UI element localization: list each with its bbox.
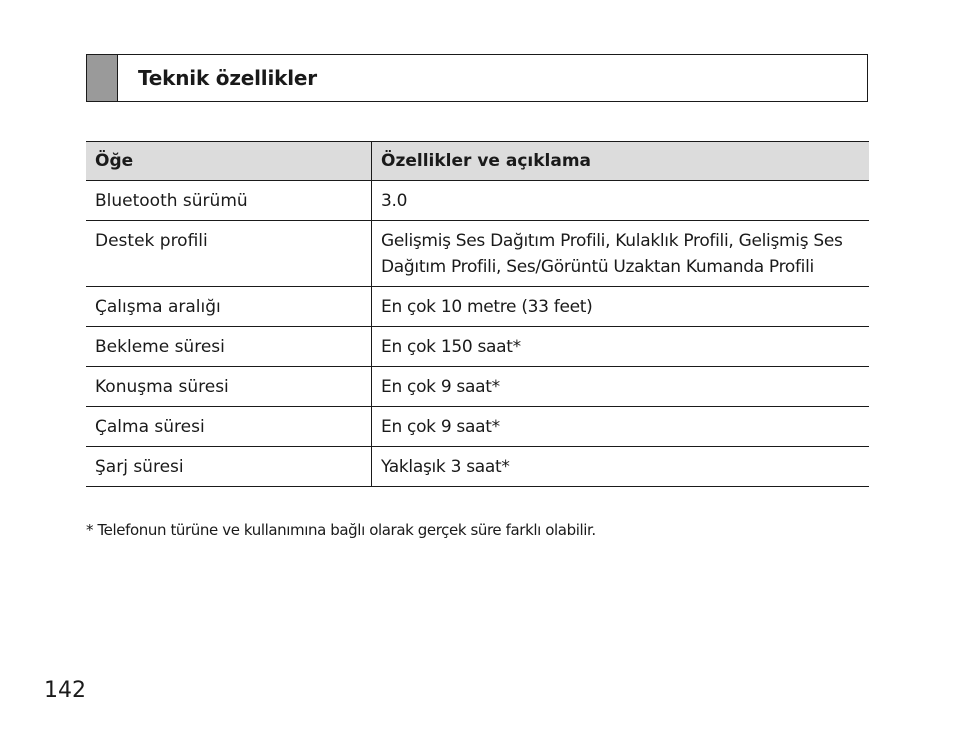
row-value-cell: 3.0	[372, 181, 870, 221]
table-row	[86, 221, 869, 287]
column-header-item: Öğe	[86, 142, 372, 181]
table-row	[86, 447, 869, 487]
specifications-table	[86, 141, 869, 487]
table-row	[86, 407, 869, 447]
row-value-cell: En çok 10 metre (33 feet)	[372, 287, 870, 327]
column-header-description: Özellikler ve açıklama	[372, 142, 870, 181]
table-row	[86, 181, 869, 221]
row-item-cell: Bekleme süresi	[86, 327, 372, 367]
section-header	[86, 54, 868, 102]
row-item-cell: Destek profili	[86, 221, 372, 287]
table-header-row	[86, 142, 869, 181]
row-item-cell: Konuşma süresi	[86, 367, 372, 407]
row-item-cell: Bluetooth sürümü	[86, 181, 372, 221]
row-value-cell: En çok 9 saat*	[372, 367, 870, 407]
section-title: Teknik özellikler	[138, 66, 317, 90]
row-item-cell: Şarj süresi	[86, 447, 372, 487]
table-row	[86, 327, 869, 367]
row-value-cell: En çok 150 saat*	[372, 327, 870, 367]
row-value-cell: Gelişmiş Ses Dağıtım Profili, Kulaklık Profili, Gelişmiş Ses Dağıtım Profili, Ses/Görüntü Uzaktan Kumanda Profili	[372, 221, 870, 287]
page-number: 142	[44, 678, 86, 703]
row-item-cell: Çalışma aralığı	[86, 287, 372, 327]
row-item-cell: Çalma süresi	[86, 407, 372, 447]
table-row	[86, 367, 869, 407]
section-marker	[87, 55, 118, 101]
table-row	[86, 287, 869, 327]
row-value-cell: En çok 9 saat*	[372, 407, 870, 447]
footnote: * Telefonun türüne ve kullanımına bağlı olarak gerçek süre farklı olabilir.	[86, 521, 596, 539]
row-value-cell: Yaklaşık 3 saat*	[372, 447, 870, 487]
